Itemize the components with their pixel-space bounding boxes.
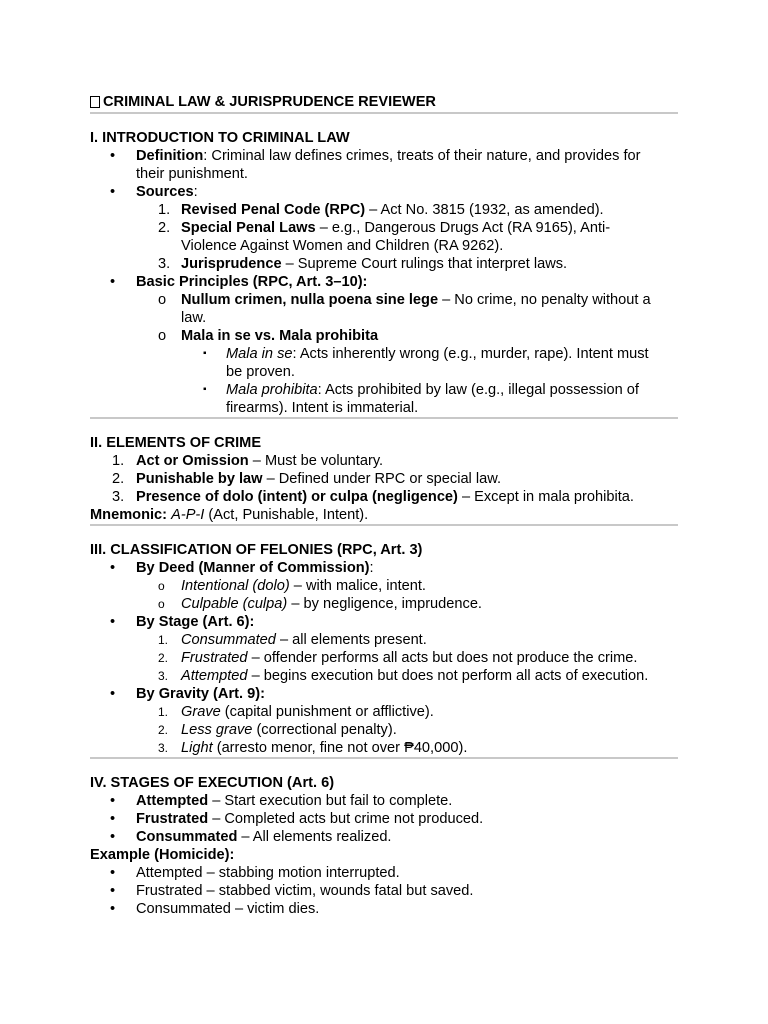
sources-item: • Sources: — [110, 184, 198, 200]
stage-subitem: 3. Attempted – begins execution but does not perform all acts of execution. — [158, 668, 649, 684]
deed-subitem: o Culpable (culpa) – by negligence, imprudence. — [158, 596, 482, 612]
execution-item: • Frustrated – Completed acts but crime not produced. — [110, 811, 484, 827]
source-item: 3. Jurisprudence – Supreme Court rulings that interpret laws. — [158, 256, 568, 272]
nullum-item: o Nullum crimen, nulla poena sine lege – No crime, no penalty without a — [158, 292, 651, 308]
example-item: • Consummated – victim dies. — [110, 901, 320, 917]
divider — [90, 112, 678, 114]
source-item: 1. Revised Penal Code (RPC) – Act No. 3815 (1932, as amended). — [158, 202, 604, 218]
mnemonic-line: Mnemonic: A-P-I (Act, Punishable, Intent). — [90, 507, 369, 523]
element-item: 3. Presence of dolo (intent) or culpa (negligence) – Except in mala prohibita. — [112, 489, 634, 505]
execution-item: • Consummated – All elements realized. — [110, 829, 392, 845]
example-item: • Frustrated – stabbed victim, wounds fatal but saved. — [110, 883, 474, 899]
reviewer-document — [90, 93, 678, 918]
deed-item: • By Deed (Manner of Commission): — [110, 560, 374, 576]
divider — [90, 757, 678, 759]
section-3-heading: III. CLASSIFICATION OF FELONIES (RPC, Art. 3) — [90, 542, 423, 558]
mala-prohibita-item: ▪ Mala prohibita: Acts prohibited by law (e.g., illegal possession of — [203, 382, 639, 398]
principles-item: • Basic Principles (RPC, Art. 3–10): — [110, 274, 368, 290]
definition-item: • Definition: Criminal law defines crimes, treats of their nature, and provides for — [110, 148, 641, 164]
mala-item: o Mala in se vs. Mala prohibita — [158, 328, 379, 344]
element-item: 1. Act or Omission – Must be voluntary. — [112, 453, 384, 469]
stage-subitem: 2. Frustrated – offender performs all acts but does not produce the crime. — [158, 650, 638, 666]
gravity-subitem: 2. Less grave (correctional penalty). — [158, 722, 397, 738]
gravity-subitem: 3. Light (arresto menor, fine not over ₱40,000). — [158, 740, 468, 756]
deed-subitem: o Intentional (dolo) – with malice, intent. — [158, 578, 426, 594]
gravity-subitem: 1. Grave (capital punishment or afflictive). — [158, 704, 434, 720]
divider — [90, 417, 678, 419]
stage-item: • By Stage (Art. 6): — [110, 614, 255, 630]
example-item: • Attempted – stabbing motion interrupted. — [110, 865, 400, 881]
definition-item-cont: their punishment. — [136, 166, 248, 182]
section-1-heading: I. INTRODUCTION TO CRIMINAL LAW — [90, 130, 350, 146]
mala-prohibita-cont: firearms). Intent is immaterial. — [226, 400, 419, 416]
section-4-heading: IV. STAGES OF EXECUTION (Art. 6) — [90, 775, 335, 791]
mala-in-se-item: ▪ Mala in se: Acts inherently wrong (e.g., murder, rape). Intent must — [203, 346, 649, 362]
divider — [90, 524, 678, 526]
nullum-item-cont: law. — [181, 310, 207, 326]
example-heading: Example (Homicide): — [90, 847, 235, 863]
element-item: 2. Punishable by law – Defined under RPC or special law. — [112, 471, 502, 487]
source-item-cont: Violence Against Women and Children (RA 9262). — [181, 238, 504, 254]
execution-item: • Attempted – Start execution but fail to complete. — [110, 793, 453, 809]
source-item: 2. Special Penal Laws – e.g., Dangerous Drugs Act (RA 9165), Anti- — [158, 220, 611, 236]
gravity-item: • By Gravity (Art. 9): — [110, 686, 265, 702]
document-title: CRIMINAL LAW & JURISPRUDENCE REVIEWER — [90, 93, 678, 111]
section-2-heading: II. ELEMENTS OF CRIME — [90, 435, 262, 451]
stage-subitem: 1. Consummated – all elements present. — [158, 632, 427, 648]
document-icon — [90, 96, 100, 108]
mala-in-se-cont: be proven. — [226, 364, 295, 380]
